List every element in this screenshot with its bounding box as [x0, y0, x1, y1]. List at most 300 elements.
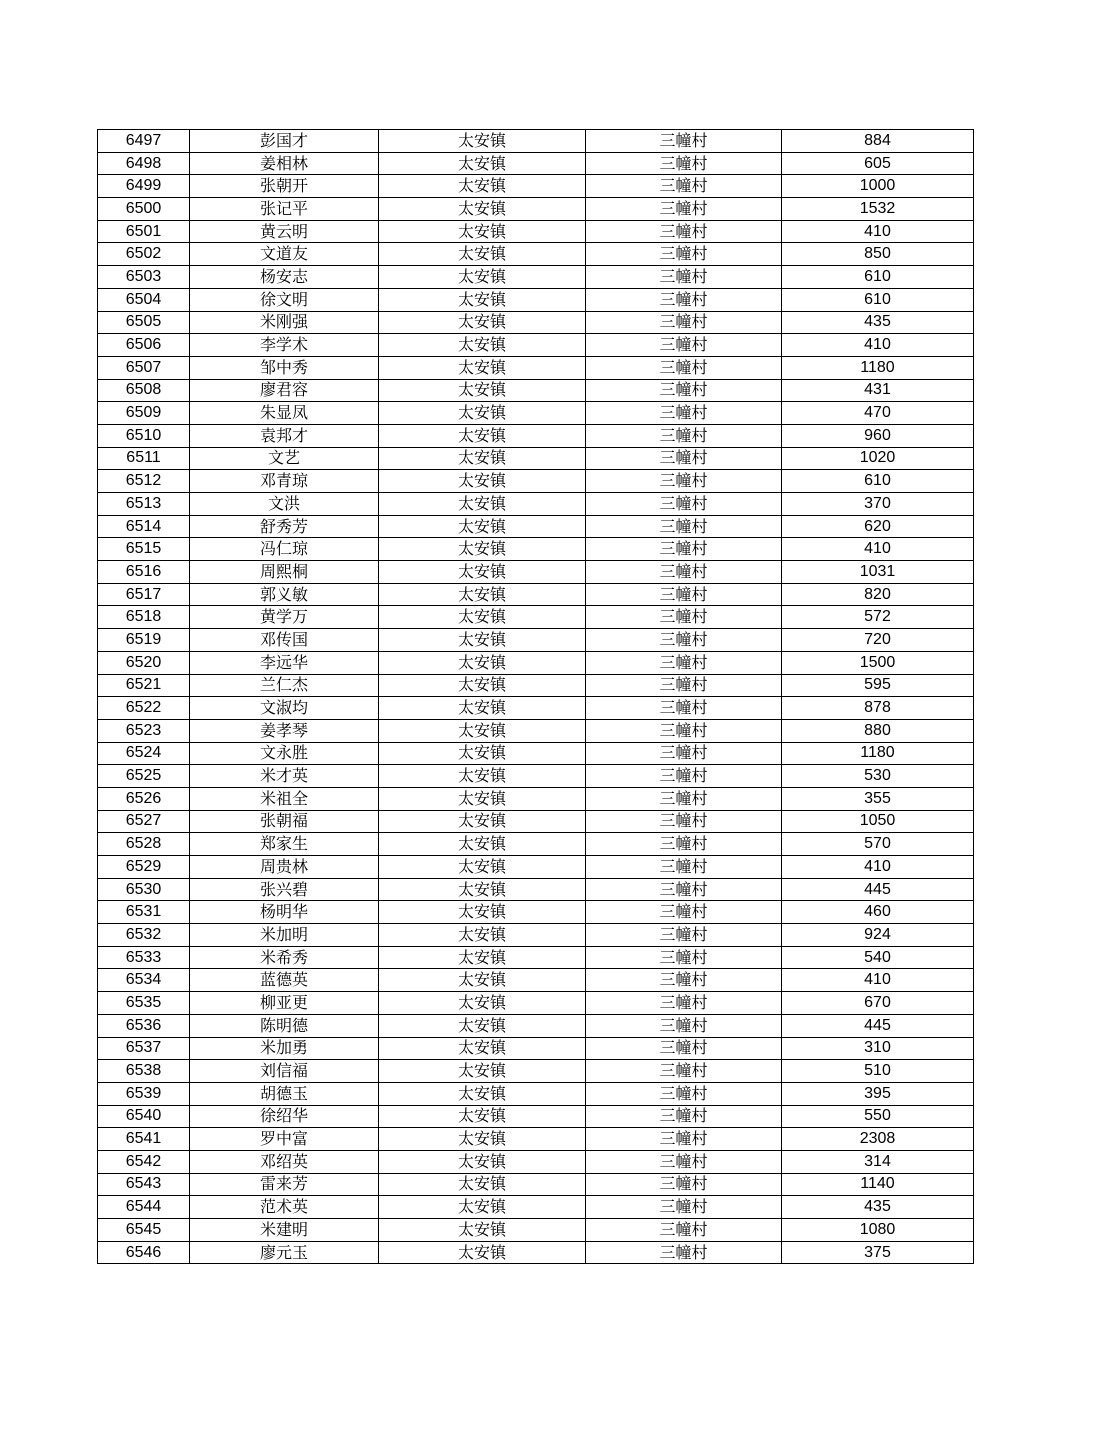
row-number-cell: 6507	[98, 356, 190, 379]
town-cell: 太安镇	[379, 1082, 586, 1105]
table-row	[98, 220, 974, 243]
name-cell: 张朝福	[190, 810, 379, 833]
amount-cell: 431	[782, 379, 974, 402]
village-cell: 三幢村	[586, 424, 782, 447]
amount-cell: 1000	[782, 175, 974, 198]
amount-cell: 1532	[782, 198, 974, 221]
row-number-cell: 6516	[98, 561, 190, 584]
town-cell: 太安镇	[379, 1128, 586, 1151]
row-number-cell: 6534	[98, 969, 190, 992]
row-number-cell: 6528	[98, 833, 190, 856]
row-number-cell: 6510	[98, 424, 190, 447]
name-cell: 李远华	[190, 651, 379, 674]
data-table	[97, 129, 974, 1264]
amount-cell: 924	[782, 924, 974, 947]
town-cell: 太安镇	[379, 1105, 586, 1128]
name-cell: 廖元玉	[190, 1241, 379, 1264]
amount-cell: 595	[782, 674, 974, 697]
name-cell: 郭义敏	[190, 583, 379, 606]
name-cell: 周熙桐	[190, 561, 379, 584]
amount-cell: 470	[782, 402, 974, 425]
village-cell: 三幢村	[586, 561, 782, 584]
table-row	[98, 1196, 974, 1219]
village-cell: 三幢村	[586, 1082, 782, 1105]
amount-cell: 435	[782, 311, 974, 334]
table-row	[98, 402, 974, 425]
amount-cell: 410	[782, 969, 974, 992]
village-cell: 三幢村	[586, 833, 782, 856]
name-cell: 徐绍华	[190, 1105, 379, 1128]
village-cell: 三幢村	[586, 583, 782, 606]
name-cell: 兰仁杰	[190, 674, 379, 697]
village-cell: 三幢村	[586, 266, 782, 289]
town-cell: 太安镇	[379, 1241, 586, 1264]
village-cell: 三幢村	[586, 878, 782, 901]
table-row	[98, 969, 974, 992]
town-cell: 太安镇	[379, 266, 586, 289]
village-cell: 三幢村	[586, 1241, 782, 1264]
name-cell: 杨安志	[190, 266, 379, 289]
village-cell: 三幢村	[586, 946, 782, 969]
amount-cell: 314	[782, 1150, 974, 1173]
town-cell: 太安镇	[379, 152, 586, 175]
town-cell: 太安镇	[379, 356, 586, 379]
table-row	[98, 1128, 974, 1151]
name-cell: 彭国才	[190, 130, 379, 153]
town-cell: 太安镇	[379, 493, 586, 516]
table-row	[98, 538, 974, 561]
row-number-cell: 6542	[98, 1150, 190, 1173]
village-cell: 三幢村	[586, 992, 782, 1015]
name-cell: 郑家生	[190, 833, 379, 856]
village-cell: 三幢村	[586, 1196, 782, 1219]
table-row	[98, 742, 974, 765]
town-cell: 太安镇	[379, 946, 586, 969]
amount-cell: 540	[782, 946, 974, 969]
amount-cell: 410	[782, 856, 974, 879]
row-number-cell: 6531	[98, 901, 190, 924]
amount-cell: 410	[782, 538, 974, 561]
name-cell: 张朝开	[190, 175, 379, 198]
village-cell: 三幢村	[586, 152, 782, 175]
name-cell: 刘信福	[190, 1060, 379, 1083]
table-row	[98, 198, 974, 221]
name-cell: 罗中富	[190, 1128, 379, 1151]
name-cell: 邓青琼	[190, 470, 379, 493]
table-row	[98, 606, 974, 629]
table-row	[98, 515, 974, 538]
table-row	[98, 379, 974, 402]
village-cell: 三幢村	[586, 402, 782, 425]
amount-cell: 310	[782, 1037, 974, 1060]
village-cell: 三幢村	[586, 1150, 782, 1173]
table-row	[98, 924, 974, 947]
table-row	[98, 288, 974, 311]
table-row	[98, 470, 974, 493]
name-cell: 黄云明	[190, 220, 379, 243]
name-cell: 李学术	[190, 334, 379, 357]
row-number-cell: 6501	[98, 220, 190, 243]
town-cell: 太安镇	[379, 424, 586, 447]
row-number-cell: 6544	[98, 1196, 190, 1219]
village-cell: 三幢村	[586, 379, 782, 402]
village-cell: 三幢村	[586, 243, 782, 266]
town-cell: 太安镇	[379, 674, 586, 697]
village-cell: 三幢村	[586, 1014, 782, 1037]
town-cell: 太安镇	[379, 1196, 586, 1219]
row-number-cell: 6512	[98, 470, 190, 493]
name-cell: 米祖全	[190, 787, 379, 810]
village-cell: 三幢村	[586, 515, 782, 538]
amount-cell: 610	[782, 266, 974, 289]
row-number-cell: 6498	[98, 152, 190, 175]
amount-cell: 1080	[782, 1219, 974, 1242]
name-cell: 张兴碧	[190, 878, 379, 901]
amount-cell: 610	[782, 470, 974, 493]
town-cell: 太安镇	[379, 561, 586, 584]
village-cell: 三幢村	[586, 651, 782, 674]
amount-cell: 530	[782, 765, 974, 788]
town-cell: 太安镇	[379, 1014, 586, 1037]
village-cell: 三幢村	[586, 470, 782, 493]
town-cell: 太安镇	[379, 130, 586, 153]
row-number-cell: 6515	[98, 538, 190, 561]
row-number-cell: 6539	[98, 1082, 190, 1105]
amount-cell: 410	[782, 334, 974, 357]
table-body	[98, 130, 974, 1264]
name-cell: 姜相林	[190, 152, 379, 175]
name-cell: 米才英	[190, 765, 379, 788]
name-cell: 黄学万	[190, 606, 379, 629]
table-row	[98, 311, 974, 334]
amount-cell: 395	[782, 1082, 974, 1105]
town-cell: 太安镇	[379, 583, 586, 606]
row-number-cell: 6525	[98, 765, 190, 788]
amount-cell: 572	[782, 606, 974, 629]
name-cell: 米刚强	[190, 311, 379, 334]
amount-cell: 370	[782, 493, 974, 516]
row-number-cell: 6538	[98, 1060, 190, 1083]
row-number-cell: 6506	[98, 334, 190, 357]
row-number-cell: 6513	[98, 493, 190, 516]
village-cell: 三幢村	[586, 1173, 782, 1196]
village-cell: 三幢村	[586, 175, 782, 198]
amount-cell: 445	[782, 878, 974, 901]
town-cell: 太安镇	[379, 402, 586, 425]
village-cell: 三幢村	[586, 1219, 782, 1242]
row-number-cell: 6502	[98, 243, 190, 266]
village-cell: 三幢村	[586, 742, 782, 765]
village-cell: 三幢村	[586, 1105, 782, 1128]
name-cell: 蓝德英	[190, 969, 379, 992]
village-cell: 三幢村	[586, 356, 782, 379]
town-cell: 太安镇	[379, 175, 586, 198]
name-cell: 文洪	[190, 493, 379, 516]
table-row	[98, 1150, 974, 1173]
row-number-cell: 6545	[98, 1219, 190, 1242]
row-number-cell: 6522	[98, 697, 190, 720]
amount-cell: 670	[782, 992, 974, 1015]
village-cell: 三幢村	[586, 810, 782, 833]
table-row	[98, 1082, 974, 1105]
row-number-cell: 6503	[98, 266, 190, 289]
table-row	[98, 493, 974, 516]
town-cell: 太安镇	[379, 1060, 586, 1083]
town-cell: 太安镇	[379, 311, 586, 334]
village-cell: 三幢村	[586, 130, 782, 153]
village-cell: 三幢村	[586, 719, 782, 742]
name-cell: 胡德玉	[190, 1082, 379, 1105]
amount-cell: 960	[782, 424, 974, 447]
amount-cell: 1020	[782, 447, 974, 470]
village-cell: 三幢村	[586, 1128, 782, 1151]
table-row	[98, 719, 974, 742]
town-cell: 太安镇	[379, 878, 586, 901]
town-cell: 太安镇	[379, 969, 586, 992]
name-cell: 米加明	[190, 924, 379, 947]
name-cell: 范术英	[190, 1196, 379, 1219]
table-row	[98, 765, 974, 788]
name-cell: 文艺	[190, 447, 379, 470]
town-cell: 太安镇	[379, 515, 586, 538]
town-cell: 太安镇	[379, 1219, 586, 1242]
name-cell: 米加勇	[190, 1037, 379, 1060]
table-row	[98, 810, 974, 833]
name-cell: 文永胜	[190, 742, 379, 765]
row-number-cell: 6523	[98, 719, 190, 742]
table-row	[98, 447, 974, 470]
amount-cell: 1050	[782, 810, 974, 833]
village-cell: 三幢村	[586, 674, 782, 697]
name-cell: 舒秀芳	[190, 515, 379, 538]
row-number-cell: 6517	[98, 583, 190, 606]
village-cell: 三幢村	[586, 924, 782, 947]
town-cell: 太安镇	[379, 810, 586, 833]
table-row	[98, 1037, 974, 1060]
town-cell: 太安镇	[379, 334, 586, 357]
town-cell: 太安镇	[379, 470, 586, 493]
table-row	[98, 787, 974, 810]
amount-cell: 510	[782, 1060, 974, 1083]
name-cell: 杨明华	[190, 901, 379, 924]
town-cell: 太安镇	[379, 606, 586, 629]
name-cell: 徐文明	[190, 288, 379, 311]
row-number-cell: 6537	[98, 1037, 190, 1060]
table-row	[98, 175, 974, 198]
name-cell: 朱显凤	[190, 402, 379, 425]
town-cell: 太安镇	[379, 447, 586, 470]
amount-cell: 610	[782, 288, 974, 311]
amount-cell: 460	[782, 901, 974, 924]
village-cell: 三幢村	[586, 606, 782, 629]
town-cell: 太安镇	[379, 198, 586, 221]
name-cell: 周贵林	[190, 856, 379, 879]
row-number-cell: 6514	[98, 515, 190, 538]
table-row	[98, 674, 974, 697]
table-row	[98, 946, 974, 969]
name-cell: 邹中秀	[190, 356, 379, 379]
town-cell: 太安镇	[379, 538, 586, 561]
table-row	[98, 1105, 974, 1128]
town-cell: 太安镇	[379, 787, 586, 810]
amount-cell: 1180	[782, 356, 974, 379]
row-number-cell: 6543	[98, 1173, 190, 1196]
row-number-cell: 6541	[98, 1128, 190, 1151]
town-cell: 太安镇	[379, 1173, 586, 1196]
town-cell: 太安镇	[379, 651, 586, 674]
row-number-cell: 6530	[98, 878, 190, 901]
village-cell: 三幢村	[586, 697, 782, 720]
amount-cell: 2308	[782, 1128, 974, 1151]
table-row	[98, 833, 974, 856]
amount-cell: 570	[782, 833, 974, 856]
amount-cell: 1031	[782, 561, 974, 584]
table-row	[98, 992, 974, 1015]
amount-cell: 820	[782, 583, 974, 606]
amount-cell: 445	[782, 1014, 974, 1037]
table-row	[98, 629, 974, 652]
row-number-cell: 6499	[98, 175, 190, 198]
row-number-cell: 6527	[98, 810, 190, 833]
town-cell: 太安镇	[379, 379, 586, 402]
town-cell: 太安镇	[379, 629, 586, 652]
table-row	[98, 356, 974, 379]
amount-cell: 884	[782, 130, 974, 153]
town-cell: 太安镇	[379, 288, 586, 311]
village-cell: 三幢村	[586, 765, 782, 788]
town-cell: 太安镇	[379, 719, 586, 742]
row-number-cell: 6504	[98, 288, 190, 311]
table-row	[98, 651, 974, 674]
name-cell: 邓传国	[190, 629, 379, 652]
town-cell: 太安镇	[379, 220, 586, 243]
row-number-cell: 6511	[98, 447, 190, 470]
name-cell: 柳亚更	[190, 992, 379, 1015]
amount-cell: 850	[782, 243, 974, 266]
row-number-cell: 6520	[98, 651, 190, 674]
table-row	[98, 561, 974, 584]
name-cell: 米希秀	[190, 946, 379, 969]
amount-cell: 878	[782, 697, 974, 720]
village-cell: 三幢村	[586, 538, 782, 561]
table-row	[98, 334, 974, 357]
village-cell: 三幢村	[586, 493, 782, 516]
table-row	[98, 130, 974, 153]
name-cell: 廖君容	[190, 379, 379, 402]
name-cell: 文道友	[190, 243, 379, 266]
table-row	[98, 266, 974, 289]
village-cell: 三幢村	[586, 856, 782, 879]
table-row	[98, 1014, 974, 1037]
name-cell: 冯仁琼	[190, 538, 379, 561]
town-cell: 太安镇	[379, 742, 586, 765]
amount-cell: 1180	[782, 742, 974, 765]
row-number-cell: 6532	[98, 924, 190, 947]
table-row	[98, 243, 974, 266]
row-number-cell: 6526	[98, 787, 190, 810]
amount-cell: 550	[782, 1105, 974, 1128]
village-cell: 三幢村	[586, 969, 782, 992]
village-cell: 三幢村	[586, 629, 782, 652]
name-cell: 张记平	[190, 198, 379, 221]
town-cell: 太安镇	[379, 243, 586, 266]
town-cell: 太安镇	[379, 856, 586, 879]
village-cell: 三幢村	[586, 198, 782, 221]
row-number-cell: 6524	[98, 742, 190, 765]
amount-cell: 1500	[782, 651, 974, 674]
row-number-cell: 6519	[98, 629, 190, 652]
village-cell: 三幢村	[586, 311, 782, 334]
table-row	[98, 424, 974, 447]
row-number-cell: 6546	[98, 1241, 190, 1264]
table-row	[98, 152, 974, 175]
row-number-cell: 6521	[98, 674, 190, 697]
row-number-cell: 6535	[98, 992, 190, 1015]
name-cell: 陈明德	[190, 1014, 379, 1037]
table-row	[98, 1219, 974, 1242]
table-row	[98, 878, 974, 901]
table-row	[98, 856, 974, 879]
row-number-cell: 6508	[98, 379, 190, 402]
town-cell: 太安镇	[379, 833, 586, 856]
row-number-cell: 6533	[98, 946, 190, 969]
name-cell: 袁邦才	[190, 424, 379, 447]
table-row	[98, 583, 974, 606]
amount-cell: 1140	[782, 1173, 974, 1196]
town-cell: 太安镇	[379, 1037, 586, 1060]
amount-cell: 435	[782, 1196, 974, 1219]
village-cell: 三幢村	[586, 901, 782, 924]
row-number-cell: 6505	[98, 311, 190, 334]
village-cell: 三幢村	[586, 447, 782, 470]
amount-cell: 605	[782, 152, 974, 175]
amount-cell: 375	[782, 1241, 974, 1264]
table-row	[98, 1241, 974, 1264]
amount-cell: 355	[782, 787, 974, 810]
amount-cell: 880	[782, 719, 974, 742]
village-cell: 三幢村	[586, 288, 782, 311]
table-row	[98, 901, 974, 924]
town-cell: 太安镇	[379, 992, 586, 1015]
village-cell: 三幢村	[586, 220, 782, 243]
town-cell: 太安镇	[379, 765, 586, 788]
village-cell: 三幢村	[586, 1037, 782, 1060]
village-cell: 三幢村	[586, 787, 782, 810]
row-number-cell: 6540	[98, 1105, 190, 1128]
town-cell: 太安镇	[379, 901, 586, 924]
name-cell: 米建明	[190, 1219, 379, 1242]
amount-cell: 410	[782, 220, 974, 243]
town-cell: 太安镇	[379, 1150, 586, 1173]
row-number-cell: 6509	[98, 402, 190, 425]
town-cell: 太安镇	[379, 697, 586, 720]
name-cell: 雷来芳	[190, 1173, 379, 1196]
row-number-cell: 6536	[98, 1014, 190, 1037]
table-row	[98, 1173, 974, 1196]
name-cell: 姜孝琴	[190, 719, 379, 742]
row-number-cell: 6500	[98, 198, 190, 221]
amount-cell: 620	[782, 515, 974, 538]
row-number-cell: 6518	[98, 606, 190, 629]
village-cell: 三幢村	[586, 1060, 782, 1083]
town-cell: 太安镇	[379, 924, 586, 947]
row-number-cell: 6497	[98, 130, 190, 153]
table-row	[98, 697, 974, 720]
amount-cell: 720	[782, 629, 974, 652]
row-number-cell: 6529	[98, 856, 190, 879]
village-cell: 三幢村	[586, 334, 782, 357]
name-cell: 邓绍英	[190, 1150, 379, 1173]
